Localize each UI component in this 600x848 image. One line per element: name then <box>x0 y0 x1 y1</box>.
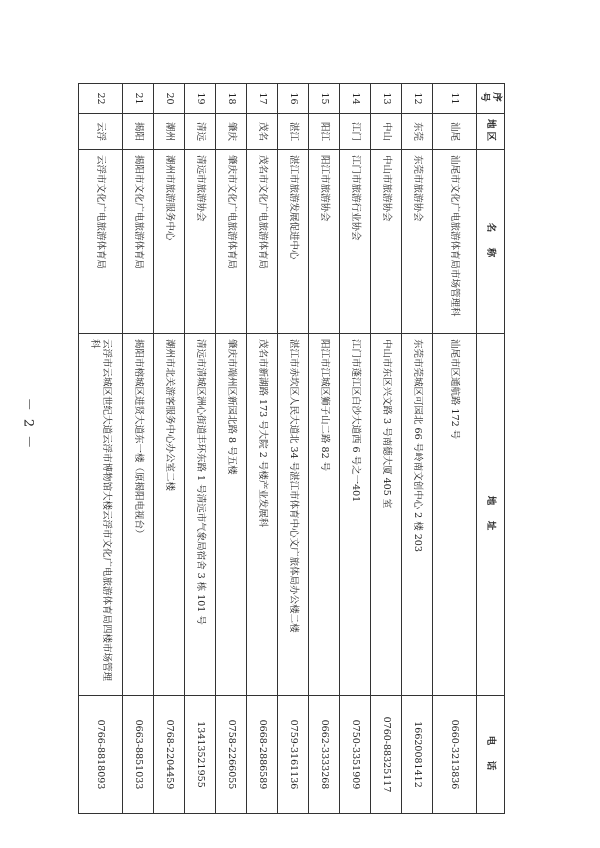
table-row <box>371 84 402 814</box>
cell-name: 东莞市旅游协会 <box>402 150 433 334</box>
table-row <box>402 84 433 814</box>
header-address: 地 址 <box>477 334 505 696</box>
cell-no: 22 <box>79 84 123 114</box>
cell-phone: 0759-3161136 <box>278 696 309 814</box>
table-row <box>340 84 371 814</box>
contact-table <box>78 83 505 814</box>
cell-phone: 0758-2266055 <box>216 696 247 814</box>
cell-no: 14 <box>340 84 371 114</box>
cell-name: 肇庆市文化广电旅游体育局 <box>216 150 247 334</box>
cell-address: 揭阳市榕城区进贤大道东一楼（原揭阳电视台） <box>123 334 154 696</box>
cell-name: 清远市旅游协会 <box>185 150 216 334</box>
cell-phone: 0660-3213836 <box>433 696 477 814</box>
cell-name: 阳江市旅游协会 <box>309 150 340 334</box>
cell-name: 中山市旅游协会 <box>371 150 402 334</box>
table-row <box>247 84 278 814</box>
cell-region: 江门 <box>340 114 371 150</box>
cell-phone: 0662-3333268 <box>309 696 340 814</box>
cell-no: 20 <box>154 84 185 114</box>
rotated-table-container <box>89 83 505 813</box>
cell-name: 江门市旅游行业协会 <box>340 150 371 334</box>
cell-address: 中山市东区兴文路 3 号南德大厦 405 室 <box>371 334 402 696</box>
cell-phone: 0760-88325117 <box>371 696 402 814</box>
cell-address: 阳江市江城区狮子山二路 82 号 <box>309 334 340 696</box>
cell-region: 云浮 <box>79 114 123 150</box>
cell-no: 16 <box>278 84 309 114</box>
cell-address: 云浮市云城区世纪大道云浮市博物馆大楼云浮市文化广电旅游体育局四楼市场管理科 <box>79 334 123 696</box>
cell-no: 12 <box>402 84 433 114</box>
cell-phone: 0668-2886589 <box>247 696 278 814</box>
table-row <box>433 84 477 814</box>
table-row <box>185 84 216 814</box>
header-no: 序号 <box>477 84 505 114</box>
cell-region: 湛江 <box>278 114 309 150</box>
cell-no: 17 <box>247 84 278 114</box>
cell-no: 18 <box>216 84 247 114</box>
cell-region: 清远 <box>185 114 216 150</box>
cell-address: 湛江市赤坎区人民大道北 34 号湛江市体育中心文广旅体局办公楼二楼 <box>278 334 309 696</box>
cell-phone: 0750-3351909 <box>340 696 371 814</box>
table-row <box>309 84 340 814</box>
cell-region: 茂名 <box>247 114 278 150</box>
cell-name: 潮州市旅游服务中心 <box>154 150 185 334</box>
cell-region: 阳江 <box>309 114 340 150</box>
cell-name: 湛江市旅游发展促进中心 <box>278 150 309 334</box>
cell-address: 东莞市莞城区可园北 66 号岭南文创中心 2 楼 203 <box>402 334 433 696</box>
cell-phone: 13413521955 <box>185 696 216 814</box>
cell-address: 江门市蓬江区白沙大道西 6 号之一401 <box>340 334 371 696</box>
cell-name: 汕尾市文化广电旅游体育局市场管理科 <box>433 150 477 334</box>
cell-name: 云浮市文化广电旅游体育局 <box>79 150 123 334</box>
cell-address: 茂名市新湖路 173 号大院 2 号楼产业发展科 <box>247 334 278 696</box>
cell-phone: 0663-8851033 <box>123 696 154 814</box>
cell-no: 21 <box>123 84 154 114</box>
page-number: － 2 － <box>20 397 36 451</box>
cell-phone: 0768-2204459 <box>154 696 185 814</box>
cell-phone: 16620081412 <box>402 696 433 814</box>
cell-region: 潮州 <box>154 114 185 150</box>
cell-region: 揭阳 <box>123 114 154 150</box>
table-row <box>216 84 247 814</box>
header-name: 名 称 <box>477 150 505 334</box>
cell-no: 19 <box>185 84 216 114</box>
cell-name: 茂名市文化广电旅游体育局 <box>247 150 278 334</box>
cell-region: 东莞 <box>402 114 433 150</box>
table-row <box>79 84 123 814</box>
cell-address: 清远市清城区洲心街道丰环东路 1 号清远市气象局宿舍 3 栋 101 号 <box>185 334 216 696</box>
cell-phone: 0766-8818093 <box>79 696 123 814</box>
header-region: 地区 <box>477 114 505 150</box>
table-row <box>154 84 185 814</box>
table-header-row <box>477 84 505 814</box>
cell-address: 肇庆市端州区新园北路 8 号五楼 <box>216 334 247 696</box>
cell-name: 揭阳市文化广电旅游体育局 <box>123 150 154 334</box>
cell-region: 肇庆 <box>216 114 247 150</box>
cell-no: 13 <box>371 84 402 114</box>
cell-region: 中山 <box>371 114 402 150</box>
cell-address: 潮州市北关游客服务中心办公室二楼 <box>154 334 185 696</box>
table-row <box>123 84 154 814</box>
cell-no: 15 <box>309 84 340 114</box>
header-phone: 电 话 <box>477 696 505 814</box>
cell-no: 11 <box>433 84 477 114</box>
table-row <box>278 84 309 814</box>
cell-region: 汕尾 <box>433 114 477 150</box>
cell-address: 汕尾市区通航路 172 号 <box>433 334 477 696</box>
